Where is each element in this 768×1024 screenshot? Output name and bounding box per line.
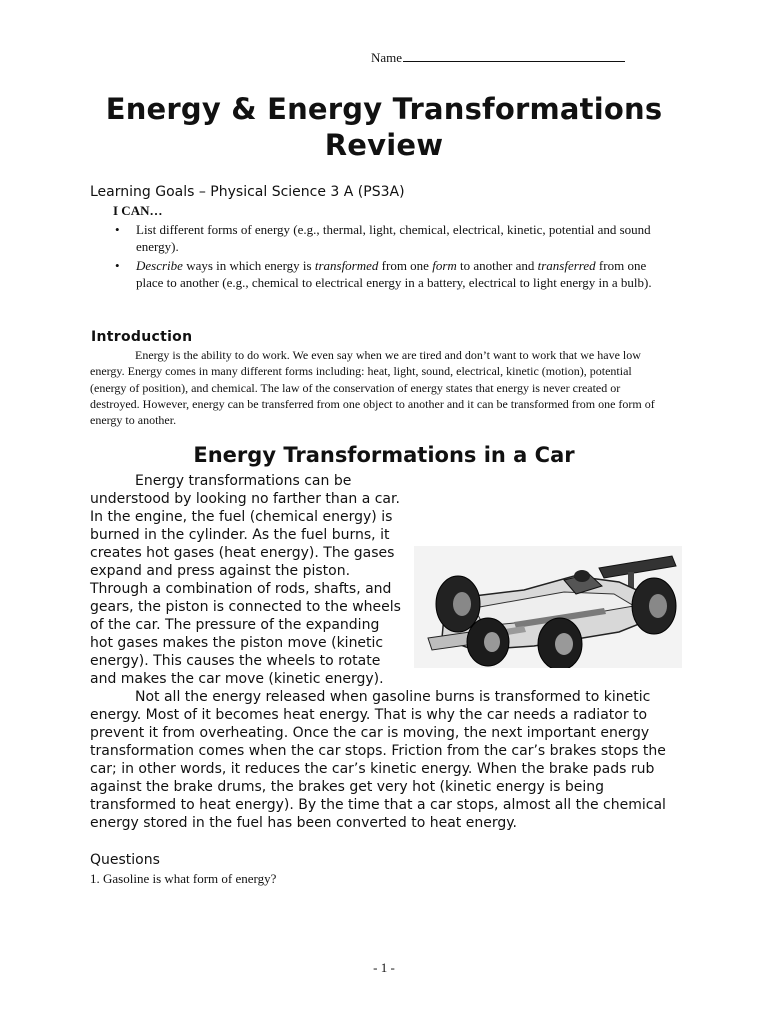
i-can-label: I CAN… [113, 203, 163, 218]
goal-text: from one place to another (e.g., chemical to electrical energy in a battery, electrical to light energy in a bulb). [136, 258, 652, 290]
goal-item-forms: • List different forms of energy (e.g., thermal, light, chemical, electrical, kinetic, potential and sound energy). [113, 221, 673, 255]
goal-item-transformations [113, 257, 673, 291]
race-car-image [414, 546, 682, 668]
introduction-heading: Introduction [91, 329, 193, 345]
learning-goals-heading: Learning Goals – Physical Science 3 A (PS3A) [90, 184, 405, 200]
questions-heading: Questions [90, 852, 160, 868]
name-underline [403, 48, 625, 62]
car-section-heading: Energy Transformations in a Car [193, 443, 575, 467]
goal-word-form: form [432, 258, 457, 273]
goal-word-transferred: transferred [537, 258, 596, 273]
goal-text: to another and [456, 258, 538, 273]
page-title: Energy & Energy Transformations Review [105, 92, 663, 162]
car-section-body [90, 472, 684, 832]
learning-goals-list [113, 221, 673, 293]
name-field[interactable] [371, 48, 625, 66]
goal-word-transformed: transformed [314, 258, 379, 273]
introduction-text: Energy is the ability to do work. We even say when we are tired and don’t want to work that we have low energy. Energy comes in many different forms including: heat, light, sound, electrical, kinetic (motion), potential (energy of position), and chemical. The law of the conservation of energy states that energy is never created or destroyed. However, energy can be transferred from one object to another and it can be transformed from one form of energy to another. [90, 348, 655, 428]
goal-word-describe: Describe [136, 258, 183, 273]
goal-text: ways in which energy is [182, 258, 315, 273]
name-label: Name [371, 50, 403, 65]
page-number: - 1 - [373, 960, 395, 975]
car-paragraph-1: Energy transformations can be understood by looking no farther than a car. In the engine, the fuel (chemical energy) is burned in the cylinder. As the fuel burns, it creates hot gases (heat energy). The gases expand and press against the piston. Through a combination of rods, shafts, and gears, the piston is connected to the wheels of the car. The pressure of the expanding hot gases makes the piston move (kinetic energy). This causes the wheels to rotate and makes the car move (kinetic energy). [90, 473, 401, 687]
car-paragraph-2: Not all the energy released when gasoline burns is transformed to kinetic energy. Most of it becomes heat energy. That is why the car needs a radiator to prevent it from overheating. Once the car is moving, the next important energy transformation comes when the car stops. Friction from the car’s brakes stops the car; in other words, it reduces the car’s kinetic energy. When the brake pads rub against the brake drums, the brakes get very hot (kinetic energy is being transformed to heat energy). By the time that a car stops, almost all the chemical energy stored in the fuel has been converted to heat energy. [90, 689, 666, 831]
goal-text: from one [378, 258, 433, 273]
race-car-icon [414, 546, 682, 668]
question-1: 1. Gasoline is what form of energy? [90, 871, 277, 886]
